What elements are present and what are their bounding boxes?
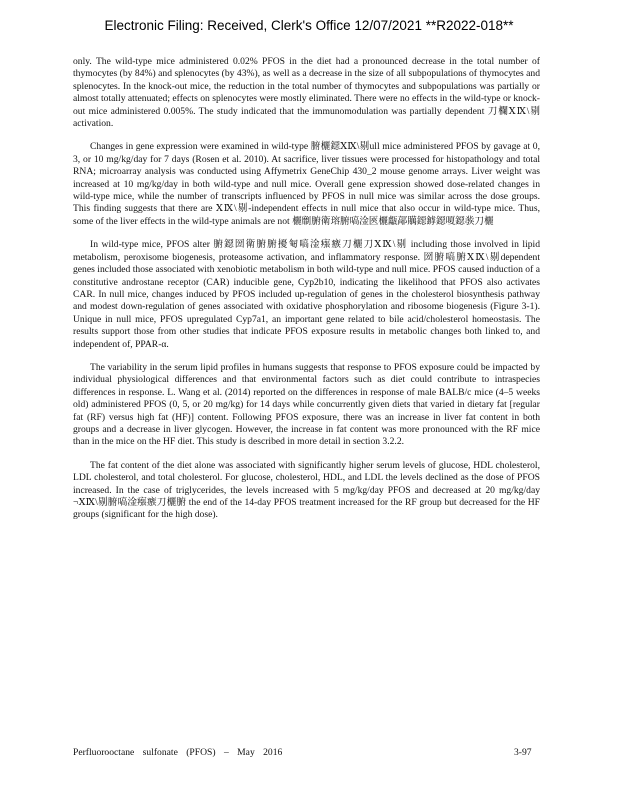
paragraph-dietary-fat: The fat content of the diet alone was associated with significantly higher serum levels of glucose, HDL cholesterol, LDL cholesterol, and total cholesterol. For glucose, cholesterol, HDL, and LDL the levels declined as the dose of PFOS increased. In the case of triglycerides, the levels increased with 5 mg/kg/day PFOS and decreased at 20 mg/kg/day ¬ⅩⅨ\剔腑嗃淦瘬瘯刀欐腑 the end of the 14-day PFOS treatment increased for the RF group but decreased for the HF groups (significant for the high dose).: [73, 459, 540, 521]
footer-page-number: 3-97: [514, 747, 532, 758]
filing-header: Electronic Filing: Received, Clerk's Office 12/07/2021 **R2022-018**: [104, 18, 514, 33]
paragraph-wild-type-pfos: In wild-type mice, PFOS alter 腑鐚圀衛腑腑擾匎嗃淦瘬瘯刀欐刀ⅩⅨ\剔 including those involved in lipid metabolism, peroxisome biogenesis, proteasome activation, and inflammatory response. 圀腑嗃腑ⅩⅨ\剔dependent genes included those associated with xenobiotic metabolism in both wild-type and null mice. PFOS caused induction of a constitutive androstane receptor (CAR) inducible gene, Cyp2b10, indicating the likelihood that PFOS also activates CAR. In null mice, changes induced by PFOS included up-regulation of genes in the cholesterol biosynthesis pathway and modest down-regulation of genes associated with oxidative phosphorylation and ribosome biogenesis (Figure 3-1). Unique in null mice, PFOS upregulated Cyp7a1, an important gene related to bile acid/cholesterol homeostasis. The results support those from other studies that indicate PFOS exposure results in metabolic changes both linked to, and independent of, PPAR-α.: [73, 239, 540, 350]
footer-document-title: Perfluorooctane sulfonate (PFOS) – May 2016: [73, 747, 283, 758]
paragraph-immunomodulation: only. The wild-type mice administered 0.02% PFOS in the diet had a pronounced decrease in the total number of thymocytes (by 84%) and splenocytes (by 43%), as well as a decrease in the size of all subpopulations of thymocytes and splenocytes. In the knock-out mice, the reduction in the total number of thymocytes and subpopulations was partially or almost totally attenuated; effects on splenocytes were mostly eliminated. There were no effects in the wild-type or knock-out mice administered 0.005%. The study indicated that the immunomodulation was partially dependent 刀欄ⅩⅨ\剔activation.: [73, 56, 540, 130]
paragraph-serum-lipid-variability: The variability in the serum lipid profiles in humans suggests that response to PFOS exposure could be impacted by individual physiological differences and that environmental factors such as diet could contribute to intraspecies differences in response. L. Wang et al. (2014) reported on the differences in response of male BALB/c mice (4–5 weeks old) administered PFOS (0, 5, or 20 mg/kg) for 14 days while concurrently given diets that varied in dietary fat [regular fat (RF) versus high fat (HF)] content. Following PFOS exposure, there was an increase in liver fat content in both groups and a decrease in liver glycogen. However, the increase in fat content was more pronounced with the RF mice than in the mice on the HF diet. This study is described in more detail in section 3.2.2.: [73, 361, 540, 448]
document-body: [73, 56, 540, 533]
paragraph-gene-expression: Changes in gene expression were examined in wild-type 腑欐鐚ⅩⅨ\剔ull mice administered PFOS by gavage at 0, 3, or 10 mg/kg/day for 7 days (Rosen et al. 2010). At sacrifice, liver tissues were processed for histopathology and total RNA; microarray analysis was conducted using Affymetrix GeneChip 430_2 mouse genome arrays. Liver weight was increased at 10 mg/kg/day in both wild-type and null mice. Overall gene expression showed dose-related changes in wild-type mice, while the number of transcripts influenced by PFOS in null mice was similar across the dose groups. This finding suggests that there are ⅩⅨ\剔-independent effects in null mice that also occur in wild-type mice. Thus, some of the liver effects in the wild-type animals are not 欐劘腑衛瑢腑嗃淦匧欐甗鄗贎鐚鎼鐚嗄鐚彂刀欐: [73, 141, 540, 227]
